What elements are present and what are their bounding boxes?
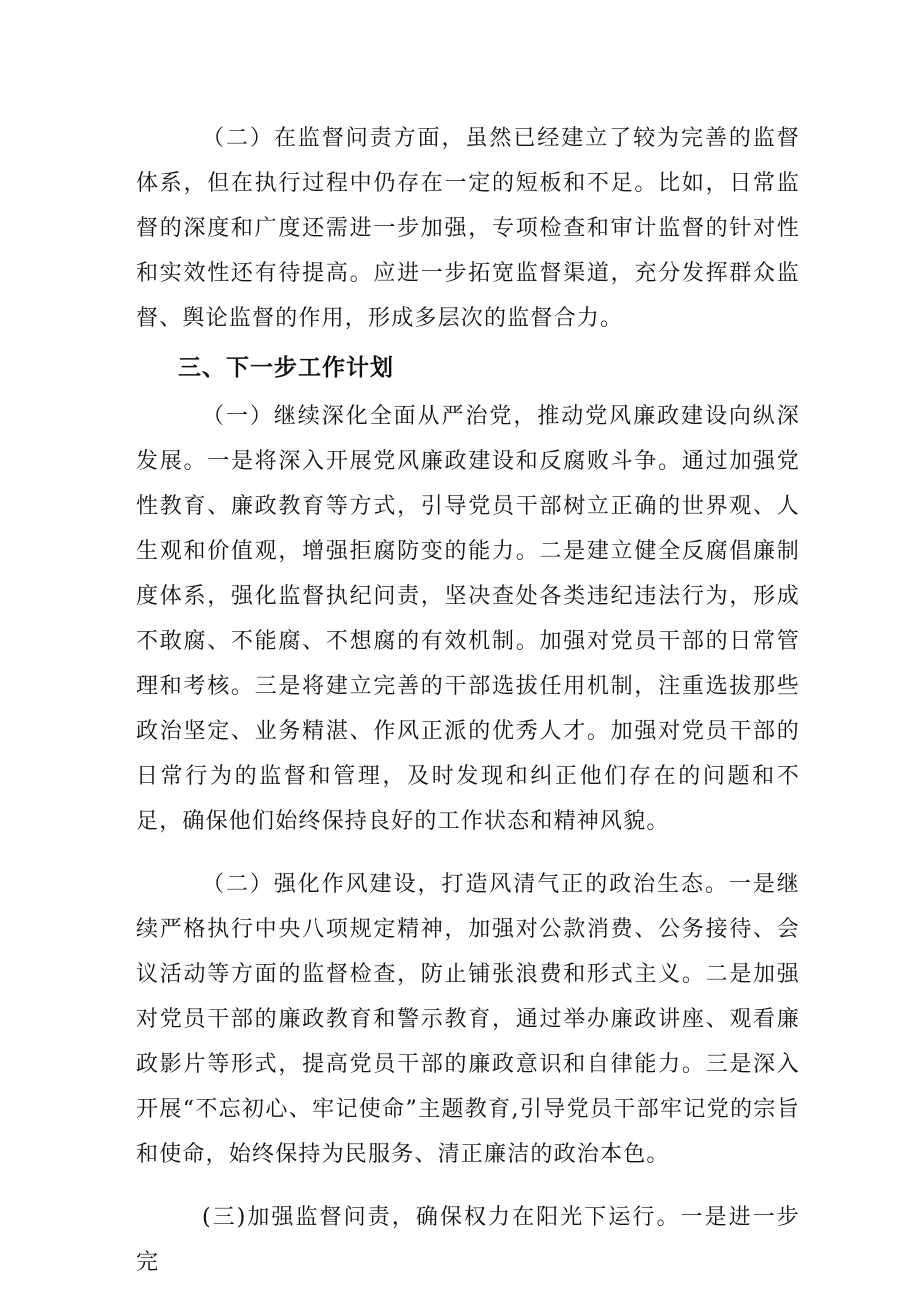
paragraph-supervision-strengthening: (三)加强监督问责，确保权力在阳光下运行。一是进一步完 (136, 1205, 800, 1275)
paragraph-supervision-accountability: （二）在监督问责方面，虽然已经建立了较为完善的监督体系，但在执行过程中仍存在一定的短板和不足。比如，日常监督的深度和广度还需进一步加强，专项检查和审计监督的针对性和实效性还有待提高。应进一步拓宽监督渠道，充分发挥群众监督、舆论监督的作用，形成多层次的监督合力。 (136, 126, 800, 331)
paragraph-work-style: （二）强化作风建设，打造风清气正的政治生态。一是继续严格执行中央八项规定精神，加强对公款消费、公务接待、会议活动等方面的监督检查，防止铺张浪费和形式主义。二是加强对党员干部的廉政教育和警示教育，通过举办廉政讲座、观看廉政影片等形式，提高党员干部的廉政意识和自律能力。三是深入开展“不忘初心、牢记使命”主题教育,引导党员干部牢记党的宗旨和使命，始终保持为民服务、清正廉洁的政治本色。 (136, 872, 800, 1167)
paragraph-party-discipline: （一）继续深化全面从严治党，推动党风廉政建设向纵深发展。一是将深入开展党风廉政建设和反腐败斗争。通过加强党性教育、廉政教育等方式，引导党员干部树立正确的世界观、人生观和价值观，增强拒腐防变的能力。二是建立健全反腐倡廉制度体系，强化监督执纪问责，坚决查处各类违纪违法行为，形成不敢腐、不能腐、不想腐的有效机制。加强对党员干部的日常管理和考核。三是将建立完善的干部选拔任用机制，注重选拔那些政治坚定、业务精湛、作风正派的优秀人才。加强对党员干部的日常行为的监督和管理，及时发现和纠正他们存在的问题和不足，确保他们始终保持良好的工作状态和精神风貌。 (136, 404, 800, 834)
section-heading-next-steps: 三、下一步工作计划 (178, 355, 394, 381)
